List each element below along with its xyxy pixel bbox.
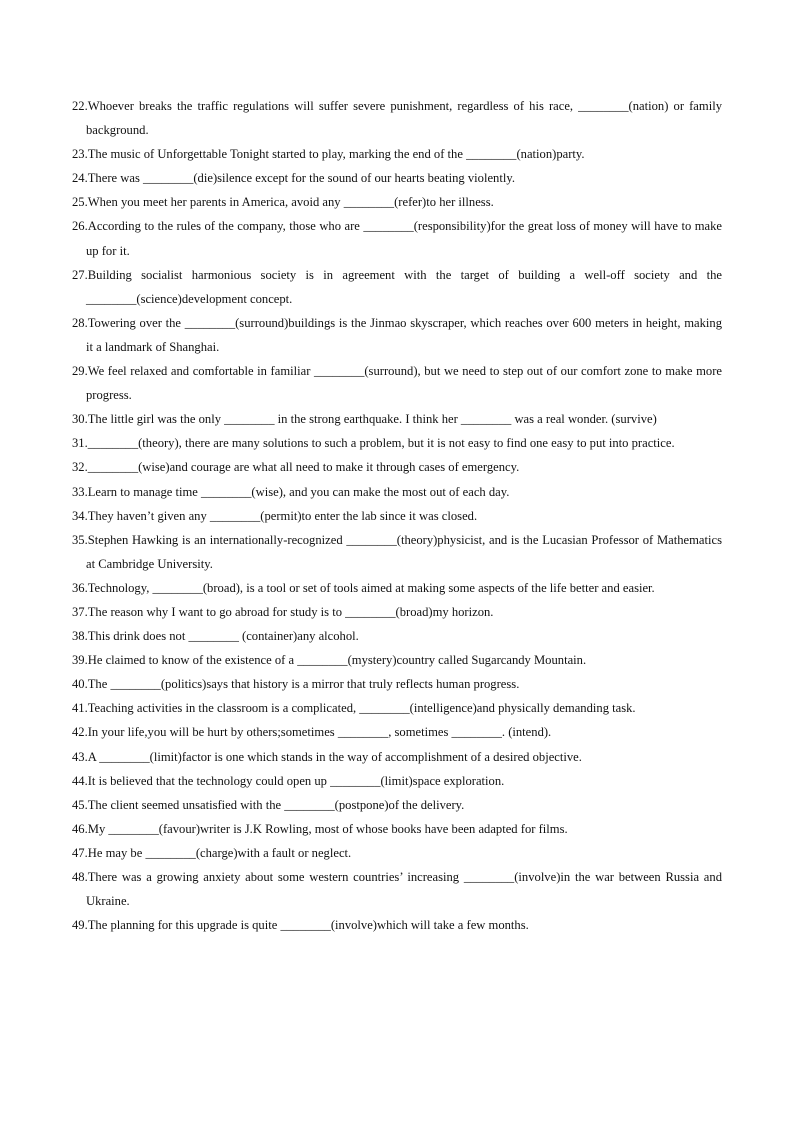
question-49: 49.The planning for this upgrade is quite ________(involve)which will take a few months. bbox=[72, 918, 529, 933]
question-23: 23.The music of Unforgettable Tonight started to play, marking the end of the ________(nation)party. bbox=[72, 147, 585, 162]
question-24: 24.There was ________(die)silence except for the sound of our hearts beating violently. bbox=[72, 171, 515, 186]
question-35: 35.Stephen Hawking is an internationally-recognized ________(theory)physicist, and is the Lucasian Professor of Mathematics at Cambridge University. bbox=[72, 532, 722, 571]
question-32: 32.________(wise)and courage are what all need to make it through cases of emergency. bbox=[72, 460, 520, 475]
question-45: 45.The client seemed unsatisfied with the ________(postpone)of the delivery. bbox=[72, 797, 465, 812]
question-29: 29.We feel relaxed and comfortable in familiar ________(surround), but we need to step out of our comfort zone to make more progress. bbox=[72, 364, 722, 403]
question-25: 25.When you meet her parents in America, avoid any ________(refer)to her illness. bbox=[72, 195, 494, 210]
question-36: 36.Technology, ________(broad), is a tool or set of tools aimed at making some aspects of the life better and easier. bbox=[72, 580, 655, 595]
question-43: 43.A ________(limit)factor is one which stands in the way of accomplishment of a desired objective. bbox=[72, 749, 582, 764]
question-47: 47.He may be ________(charge)with a fault or neglect. bbox=[72, 845, 352, 860]
question-41: 41.Teaching activities in the classroom is a complicated, ________(intelligence)and physically demanding task. bbox=[72, 701, 636, 716]
question-39: 39.He claimed to know of the existence of a ________(mystery)country called Sugarcandy Mountain. bbox=[72, 653, 587, 668]
question-28: 28.Towering over the ________(surround)buildings is the Jinmao skyscraper, which reaches over 600 meters in height, making it a landmark of Shanghai. bbox=[72, 315, 722, 354]
question-34: 34.They haven’t given any ________(permit)to enter the lab since it was closed. bbox=[72, 508, 478, 523]
question-27: 27.Building socialist harmonious society is in agreement with the target of building a well-off society and the ________(science)development concept. bbox=[72, 267, 722, 306]
question-38: 38.This drink does not ________ (container)any alcohol. bbox=[72, 629, 359, 644]
question-37: 37.The reason why I want to go abroad for study is to ________(broad)my horizon. bbox=[72, 604, 494, 619]
question-48: 48.There was a growing anxiety about some western countries’ increasing ________(involve)in the war between Russia and Ukraine. bbox=[72, 870, 722, 909]
question-26: 26.According to the rules of the company, those who are ________(responsibility)for the great loss of money will have to make up for it. bbox=[72, 219, 722, 258]
question-42: 42.In your life,you will be hurt by others;sometimes ________, sometimes ________. (intend). bbox=[72, 725, 552, 740]
question-44: 44.It is believed that the technology could open up ________(limit)space exploration. bbox=[72, 773, 505, 788]
question-46: 46.My ________(favour)writer is J.K Rowling, most of whose books have been adapted for films. bbox=[72, 821, 568, 836]
question-22: 22.Whoever breaks the traffic regulations will suffer severe punishment, regardless of his race, ________(nation) or family background. bbox=[72, 99, 722, 138]
question-30: 30.The little girl was the only ________ in the strong earthquake. I think her ________ was a real wonder. (survive) bbox=[72, 412, 657, 427]
question-list bbox=[72, 94, 722, 937]
question-40: 40.The ________(politics)says that history is a mirror that truly reflects human progress. bbox=[72, 677, 520, 692]
question-33: 33.Learn to manage time ________(wise), and you can make the most out of each day. bbox=[72, 484, 510, 499]
question-31: 31.________(theory), there are many solutions to such a problem, but it is not easy to find one easy to put into practice. bbox=[72, 436, 675, 451]
